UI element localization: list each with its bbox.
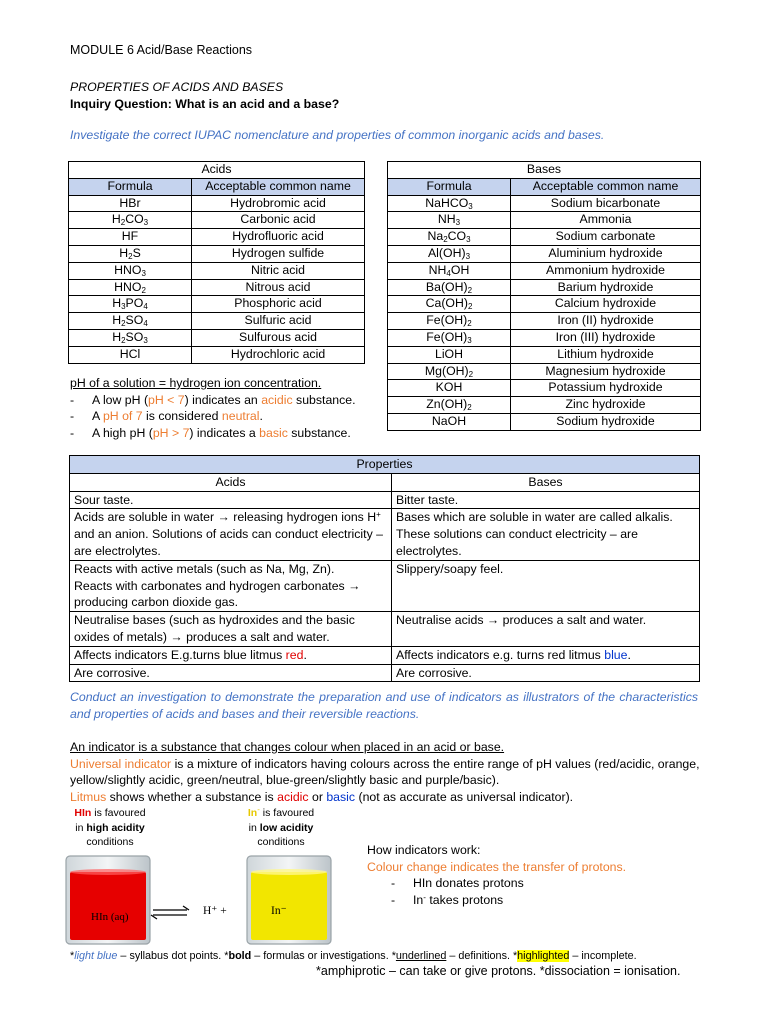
formula-cell: NaOH — [388, 413, 511, 430]
formula-cell: $Zn(OH)_2$ — [388, 397, 511, 414]
how-indicators-work — [367, 842, 626, 908]
indicator-notes — [70, 739, 700, 805]
table-row — [388, 262, 701, 279]
hin-caption: HIn is favoured in high acidity conditions — [74, 807, 146, 848]
ph-low-item: - A low pH (pH < 7) indicates an acidic substance. — [70, 392, 356, 409]
formula-cell: LiOH — [388, 346, 511, 363]
properties-col-acids: Acids — [70, 473, 392, 491]
formula-cell: $NH_4OH$ — [388, 262, 511, 279]
syllabus-dot-point-1: Investigate the correct IUPAC nomenclature and properties of common inorganic acids and bases. — [70, 128, 605, 142]
table-row: Neutralise bases (such as hydroxides and the basic oxides of metals) → produces a salt and water. Neutralise acids → produces a salt and water. — [70, 612, 700, 647]
right-beaker-label: In⁻ — [271, 905, 287, 917]
properties-col-bases: Bases — [392, 473, 700, 491]
acids-table — [68, 161, 365, 364]
terms-footer: *amphiprotic – can take or give protons. *dissociation = ionisation. — [316, 964, 681, 978]
table-row — [388, 329, 701, 346]
how-item-takes: - In- takes protons — [367, 892, 626, 909]
left-beaker-label: HIn (aq) — [91, 911, 129, 923]
indicator-equilibrium-figure — [65, 806, 355, 946]
name-cell: Carbonic acid — [192, 212, 365, 229]
name-cell: Sodium bicarbonate — [511, 195, 701, 212]
litmus-text: Litmus shows whether a substance is acidic or basic (not as accurate as universal indicator). — [70, 789, 574, 804]
indicator-definition: An indicator is a substance that changes colour when placed in an acid or base. — [70, 740, 505, 754]
name-cell: Iron (III) hydroxide — [511, 329, 701, 346]
formula-cell: $Fe(OH)_3$ — [388, 329, 511, 346]
name-cell: Sulfurous acid — [192, 329, 365, 346]
table-row — [388, 313, 701, 330]
syllabus-dot-point-2: Conduct an investigation to demonstrate the preparation and use of indicators as illustrators of the characteristics and properties of acids and bases and their reversible reactions. — [70, 690, 698, 721]
table-row — [69, 245, 365, 262]
name-cell: Calcium hydroxide — [511, 296, 701, 313]
table-row: Are corrosive. Are corrosive. — [70, 664, 700, 682]
name-cell: Hydrogen sulfide — [192, 245, 365, 262]
how-colour-change: Colour change indicates the transfer of protons. — [367, 859, 627, 874]
section-heading: PROPERTIES OF ACIDS AND BASES — [70, 80, 284, 94]
table-row — [69, 279, 365, 296]
bases-col-formula: Formula — [388, 178, 511, 195]
formula-cell: $Mg(OH)_2$ — [388, 363, 511, 380]
right-beaker-liquid — [251, 872, 327, 940]
formula-cell: HF — [69, 229, 192, 246]
how-title: How indicators work: — [367, 843, 481, 857]
in-caption: In- is favoured in low acidity conditions — [247, 805, 315, 848]
formula-cell: $H_2SO_4$ — [69, 313, 192, 330]
formula-cell: $Ba(OH)_2$ — [388, 279, 511, 296]
name-cell: Sodium carbonate — [511, 229, 701, 246]
formula-cell: $H_3PO_4$ — [69, 296, 192, 313]
ph-neutral-item: - A pH of 7 is considered neutral. — [70, 408, 356, 425]
formula-cell: HBr — [69, 195, 192, 212]
ph-definition: pH of a solution = hydrogen ion concentration. — [70, 376, 322, 390]
table-row: Acids are soluble in water → releasing hydrogen ions H+ and an anion. Solutions of acids can conduct electricity – are electrolytes. Bases which are soluble in water are called alkalis. These solutions can conduct electricity – are electrolytes. — [70, 509, 700, 560]
table-row — [388, 229, 701, 246]
properties-table — [69, 455, 700, 682]
how-item-donates: - HIn donates protons — [367, 875, 626, 892]
formula-cell: $Al(OH)_3$ — [388, 245, 511, 262]
universal-indicator-text: Universal indicator is a mixture of indicators having colours across the entire range of pH values (red/acidic, orange, yellow/slightly acidic, green/neutral, blue-green/slightly basic and purple/basic). — [70, 756, 700, 788]
table-row: Sour taste. Bitter taste. — [70, 491, 700, 509]
formula-cell: $H_2S$ — [69, 245, 192, 262]
bases-caption: Bases — [388, 162, 701, 179]
table-row — [388, 212, 701, 229]
formula-cell: NaHCO$_3$ — [388, 195, 511, 212]
table-row — [388, 195, 701, 212]
inquiry-question: Inquiry Question: What is an acid and a base? — [70, 97, 340, 111]
name-cell: Ammonium hydroxide — [511, 262, 701, 279]
formula-cell: $Ca(OH)_2$ — [388, 296, 511, 313]
acids-caption: Acids — [69, 162, 365, 179]
name-cell: Sodium hydroxide — [511, 413, 701, 430]
table-row — [388, 296, 701, 313]
name-cell: Hydrochloric acid — [192, 346, 365, 363]
formula-cell: $H_2SO_3$ — [69, 329, 192, 346]
table-row — [388, 363, 701, 380]
table-row — [388, 279, 701, 296]
bases-col-name: Acceptable common name — [511, 178, 701, 195]
table-row — [69, 346, 365, 363]
name-cell: Hydrobromic acid — [192, 195, 365, 212]
left-beaker-liquid — [70, 872, 146, 940]
table-row — [388, 397, 701, 414]
formula-cell: $Fe(OH)_2$ — [388, 313, 511, 330]
properties-caption: Properties — [70, 456, 700, 474]
formula-cell: $HNO_2$ — [69, 279, 192, 296]
name-cell: Lithium hydroxide — [511, 346, 701, 363]
table-row — [69, 195, 365, 212]
table-row — [388, 245, 701, 262]
page-title: MODULE 6 Acid/Base Reactions — [70, 43, 253, 57]
proton-plus-label: H⁺ + — [203, 905, 227, 917]
table-row — [69, 229, 365, 246]
table-row — [69, 262, 365, 279]
beakers-svg — [65, 854, 355, 946]
table-row — [69, 313, 365, 330]
table-row: Reacts with active metals (such as Na, Mg, Zn). Reacts with carbonates and hydrogen carbonates → producing carbon dioxide gas. Slippery/soapy feel. — [70, 560, 700, 611]
table-row: Affects indicators E.g.turns blue litmus red. Affects indicators e.g. turns red litmus blue. — [70, 646, 700, 664]
name-cell: Sulfuric acid — [192, 313, 365, 330]
legend-footer: *light blue – syllabus dot points. *bold – formulas or investigations. *underlined – definitions. *highlighted – incomplete. — [70, 950, 637, 962]
name-cell: Magnesium hydroxide — [511, 363, 701, 380]
formula-cell: $HNO_3$ — [69, 262, 192, 279]
name-cell: Zinc hydroxide — [511, 397, 701, 414]
name-cell: Potassium hydroxide — [511, 380, 701, 397]
name-cell: Hydrofluoric acid — [192, 229, 365, 246]
acids-col-formula: Formula — [69, 178, 192, 195]
formula-cell: HCl — [69, 346, 192, 363]
name-cell: Phosphoric acid — [192, 296, 365, 313]
formula-cell: KOH — [388, 380, 511, 397]
formula-cell: $H_2CO_3$ — [69, 212, 192, 229]
name-cell: Nitric acid — [192, 262, 365, 279]
name-cell: Aluminium hydroxide — [511, 245, 701, 262]
acids-col-name: Acceptable common name — [192, 178, 365, 195]
name-cell: Iron (II) hydroxide — [511, 313, 701, 330]
table-row — [69, 296, 365, 313]
table-row — [388, 413, 701, 430]
name-cell: Ammonia — [511, 212, 701, 229]
formula-cell: $Na_2CO_3$ — [388, 229, 511, 246]
table-row — [388, 346, 701, 363]
table-row — [388, 380, 701, 397]
ph-notes — [70, 375, 356, 441]
table-row — [69, 329, 365, 346]
name-cell: Barium hydroxide — [511, 279, 701, 296]
formula-cell: $NH_3$ — [388, 212, 511, 229]
name-cell: Nitrous acid — [192, 279, 365, 296]
ph-high-item: - A high pH (pH > 7) indicates a basic substance. — [70, 425, 356, 442]
table-row — [69, 212, 365, 229]
bases-table — [387, 161, 701, 431]
